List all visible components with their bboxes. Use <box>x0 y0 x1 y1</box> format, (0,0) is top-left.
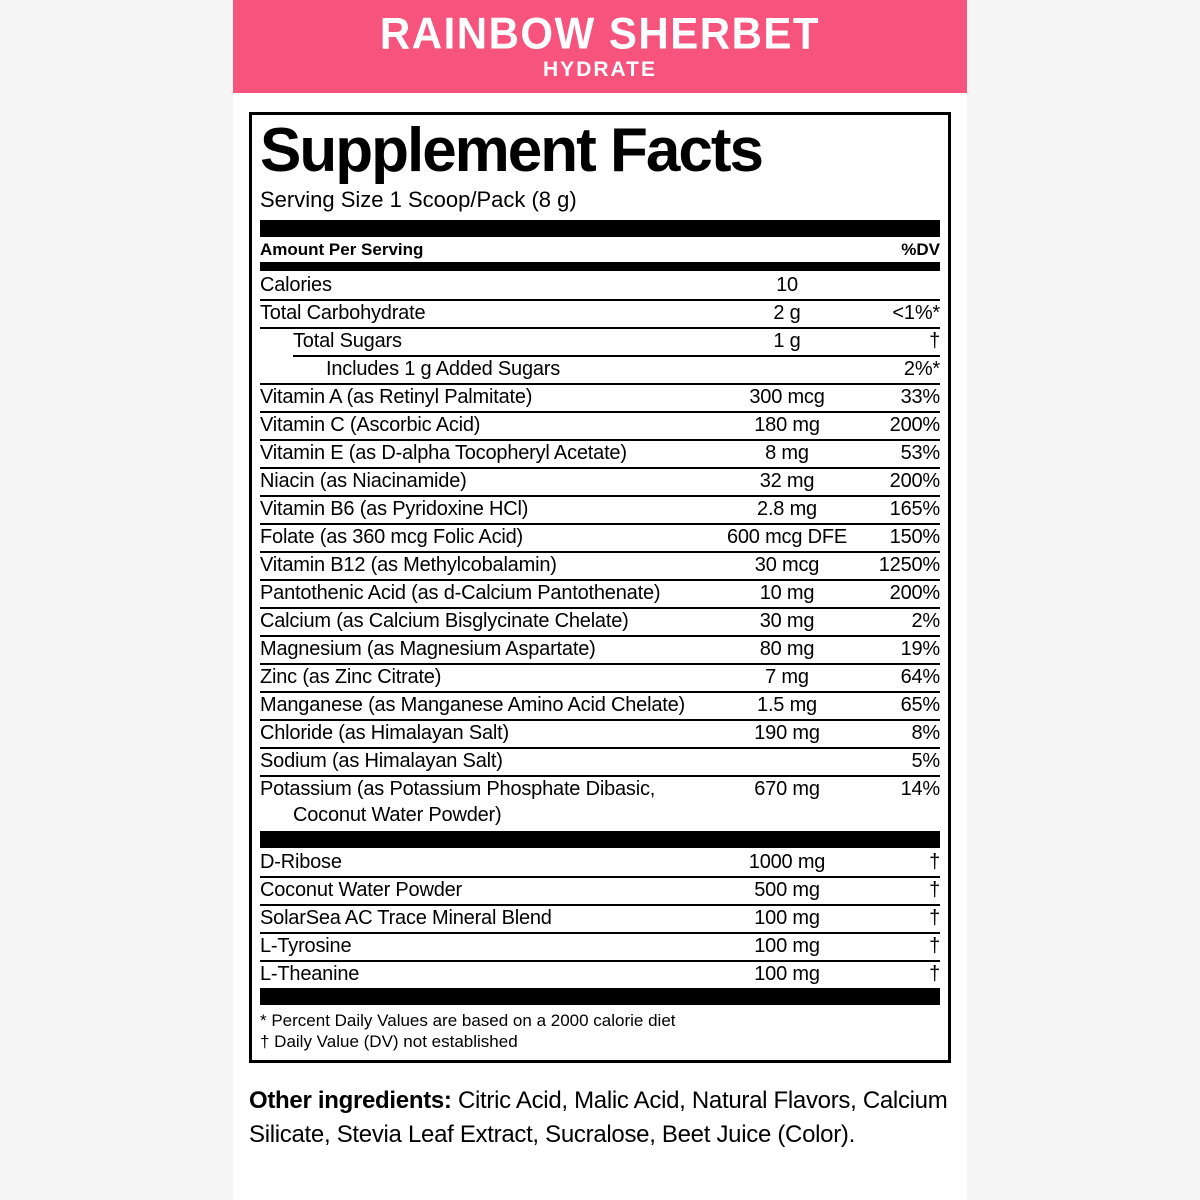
nutrient-amount: 1.5 mg <box>757 693 817 716</box>
fact-row <box>260 579 940 607</box>
nutrient-amount: 500 mg <box>754 878 820 901</box>
nutrient-name: Chloride (as Himalayan Salt) <box>260 721 509 744</box>
nutrient-dv: 65% <box>900 693 940 716</box>
fact-row <box>260 467 940 495</box>
fact-row <box>260 848 940 876</box>
fact-row <box>260 439 940 467</box>
fact-row <box>260 635 940 663</box>
nutrient-amount: 80 mg <box>759 637 815 660</box>
fact-row <box>260 355 940 383</box>
product-line-name: HYDRATE <box>543 57 657 81</box>
other-ingredients <box>249 1084 951 1152</box>
divider-bar-thin <box>260 262 940 271</box>
fact-row <box>260 523 940 551</box>
fact-row <box>260 719 940 747</box>
fact-row <box>260 383 940 411</box>
flavor-banner <box>233 0 967 93</box>
panel-title: Supplement Facts <box>260 116 762 185</box>
nutrient-name: L-Theanine <box>260 962 360 985</box>
nutrient-name: Calories <box>260 273 332 296</box>
amount-per-serving-header: Amount Per Serving <box>260 239 424 259</box>
nutrient-name: Sodium (as Himalayan Salt) <box>260 749 503 772</box>
footnotes <box>260 1005 940 1055</box>
nutrient-amount: 10 mg <box>759 581 815 604</box>
fact-row <box>260 747 940 775</box>
nutrient-amount: 2.8 mg <box>757 497 817 520</box>
nutrient-dv: † <box>929 962 940 985</box>
nutrient-dv: 165% <box>889 497 940 520</box>
flavor-name: RAINBOW SHERBET <box>379 8 821 58</box>
percent-dv-header: %DV <box>901 239 940 259</box>
nutrient-amount: 7 mg <box>765 665 809 688</box>
fact-row <box>260 904 940 932</box>
fact-row <box>260 932 940 960</box>
footnote-dagger: † Daily Value (DV) not established <box>260 1032 518 1051</box>
fact-row <box>260 607 940 635</box>
nutrient-dv: 150% <box>889 525 940 548</box>
nutrient-dv: 19% <box>900 637 940 660</box>
nutrient-name: Includes 1 g Added Sugars <box>326 357 561 380</box>
nutrient-name-line1: Potassium (as Potassium Phosphate Dibasic, <box>260 778 656 800</box>
nutrient-amount: 30 mg <box>759 609 815 632</box>
nutrient-name: Vitamin A (as Retinyl Palmitate) <box>260 385 533 408</box>
fact-row <box>260 327 940 355</box>
nutrient-dv: 8% <box>911 721 940 744</box>
nutrient-amount: 10 <box>776 273 798 296</box>
label-page <box>233 0 967 1200</box>
nutrient-name: Pantothenic Acid (as d-Calcium Pantothenate) <box>260 581 661 604</box>
fact-row <box>260 960 940 988</box>
other-ingredients-label: Other ingredients: <box>249 1087 452 1114</box>
nutrient-amount: 670 mg <box>754 778 820 800</box>
divider-bar-thick <box>260 831 940 848</box>
fact-row <box>260 495 940 523</box>
nutrient-name: Magnesium (as Magnesium Aspartate) <box>260 637 596 660</box>
nutrient-name: SolarSea AC Trace Mineral Blend <box>260 906 552 929</box>
nutrient-amount: 30 mcg <box>754 553 820 576</box>
nutrient-name: Vitamin C (Ascorbic Acid) <box>260 413 481 436</box>
nutrient-amount: 180 mg <box>754 413 820 436</box>
nutrient-amount: 2 g <box>773 301 801 324</box>
nutrient-name: Zinc (as Zinc Citrate) <box>260 665 442 688</box>
divider-bar-thick <box>260 988 940 1005</box>
nutrient-name: Niacin (as Niacinamide) <box>260 469 467 492</box>
nutrient-dv: 2% <box>911 609 940 632</box>
nutrient-dv: 33% <box>900 385 940 408</box>
nutrient-amount: 600 mcg DFE <box>726 525 848 548</box>
nutrient-dv: † <box>929 329 940 352</box>
nutrient-amount: 300 mcg <box>749 385 825 408</box>
nutrient-dv: † <box>929 878 940 901</box>
fact-row <box>260 271 940 299</box>
nutrient-amount: 100 mg <box>754 962 820 985</box>
nutrient-name: L-Tyrosine <box>260 934 352 957</box>
nutrient-dv: <1%* <box>892 301 940 324</box>
nutrient-name: Total Sugars <box>293 329 402 352</box>
nutrient-name: Total Carbohydrate <box>260 301 426 324</box>
nutrient-name: Manganese (as Manganese Amino Acid Chelate) <box>260 693 685 716</box>
nutrient-name-line2: Coconut Water Powder) <box>293 804 502 826</box>
fact-row <box>260 775 940 831</box>
fact-row <box>260 551 940 579</box>
serving-size: Serving Size 1 Scoop/Pack (8 g) <box>260 187 577 212</box>
nutrient-name <box>260 775 712 827</box>
fact-row <box>260 691 940 719</box>
nutrient-dv: 53% <box>900 441 940 464</box>
fact-row <box>260 663 940 691</box>
divider-bar-thick <box>260 220 940 237</box>
nutrient-name: Calcium (as Calcium Bisglycinate Chelate) <box>260 609 629 632</box>
nutrient-name: Folate (as 360 mcg Folic Acid) <box>260 525 523 548</box>
nutrient-name: D-Ribose <box>260 850 342 873</box>
nutrient-name: Vitamin E (as D-alpha Tocopheryl Acetate) <box>260 441 627 464</box>
nutrient-dv: 64% <box>900 665 940 688</box>
nutrient-amount: 190 mg <box>754 721 820 744</box>
nutrient-dv: 200% <box>889 413 940 436</box>
fact-row <box>260 299 940 327</box>
nutrient-amount: 8 mg <box>765 441 809 464</box>
nutrient-amount: 1 g <box>773 329 801 352</box>
fact-row <box>260 876 940 904</box>
nutrient-dv: † <box>929 934 940 957</box>
nutrient-dv: 200% <box>889 581 940 604</box>
supplement-facts-panel <box>249 112 951 1063</box>
footnote-percent-dv: * Percent Daily Values are based on a 2000 calorie diet <box>260 1011 676 1030</box>
fact-row <box>260 411 940 439</box>
nutrient-name: Vitamin B6 (as Pyridoxine HCl) <box>260 497 529 520</box>
nutrient-amount: 100 mg <box>754 934 820 957</box>
nutrient-dv: † <box>929 906 940 929</box>
nutrient-dv: 200% <box>889 469 940 492</box>
nutrient-name: Vitamin B12 (as Methylcobalamin) <box>260 553 557 576</box>
nutrient-dv: 2%* <box>903 357 940 380</box>
nutrient-amount: 1000 mg <box>748 850 826 873</box>
nutrient-dv: 14% <box>900 778 940 800</box>
nutrient-amount: 32 mg <box>759 469 815 492</box>
other-ingredients-text: Citric Acid, Malic Acid, Natural Flavors, Calcium Silicate, Stevia Leaf Extract, Sucralose, Beet Juice (Color). <box>249 1087 948 1148</box>
nutrient-dv: 5% <box>911 749 940 772</box>
nutrient-name: Coconut Water Powder <box>260 878 463 901</box>
column-header-row <box>260 237 940 262</box>
nutrient-amount: 100 mg <box>754 906 820 929</box>
nutrient-dv: † <box>929 850 940 873</box>
nutrient-dv: 1250% <box>878 553 940 576</box>
